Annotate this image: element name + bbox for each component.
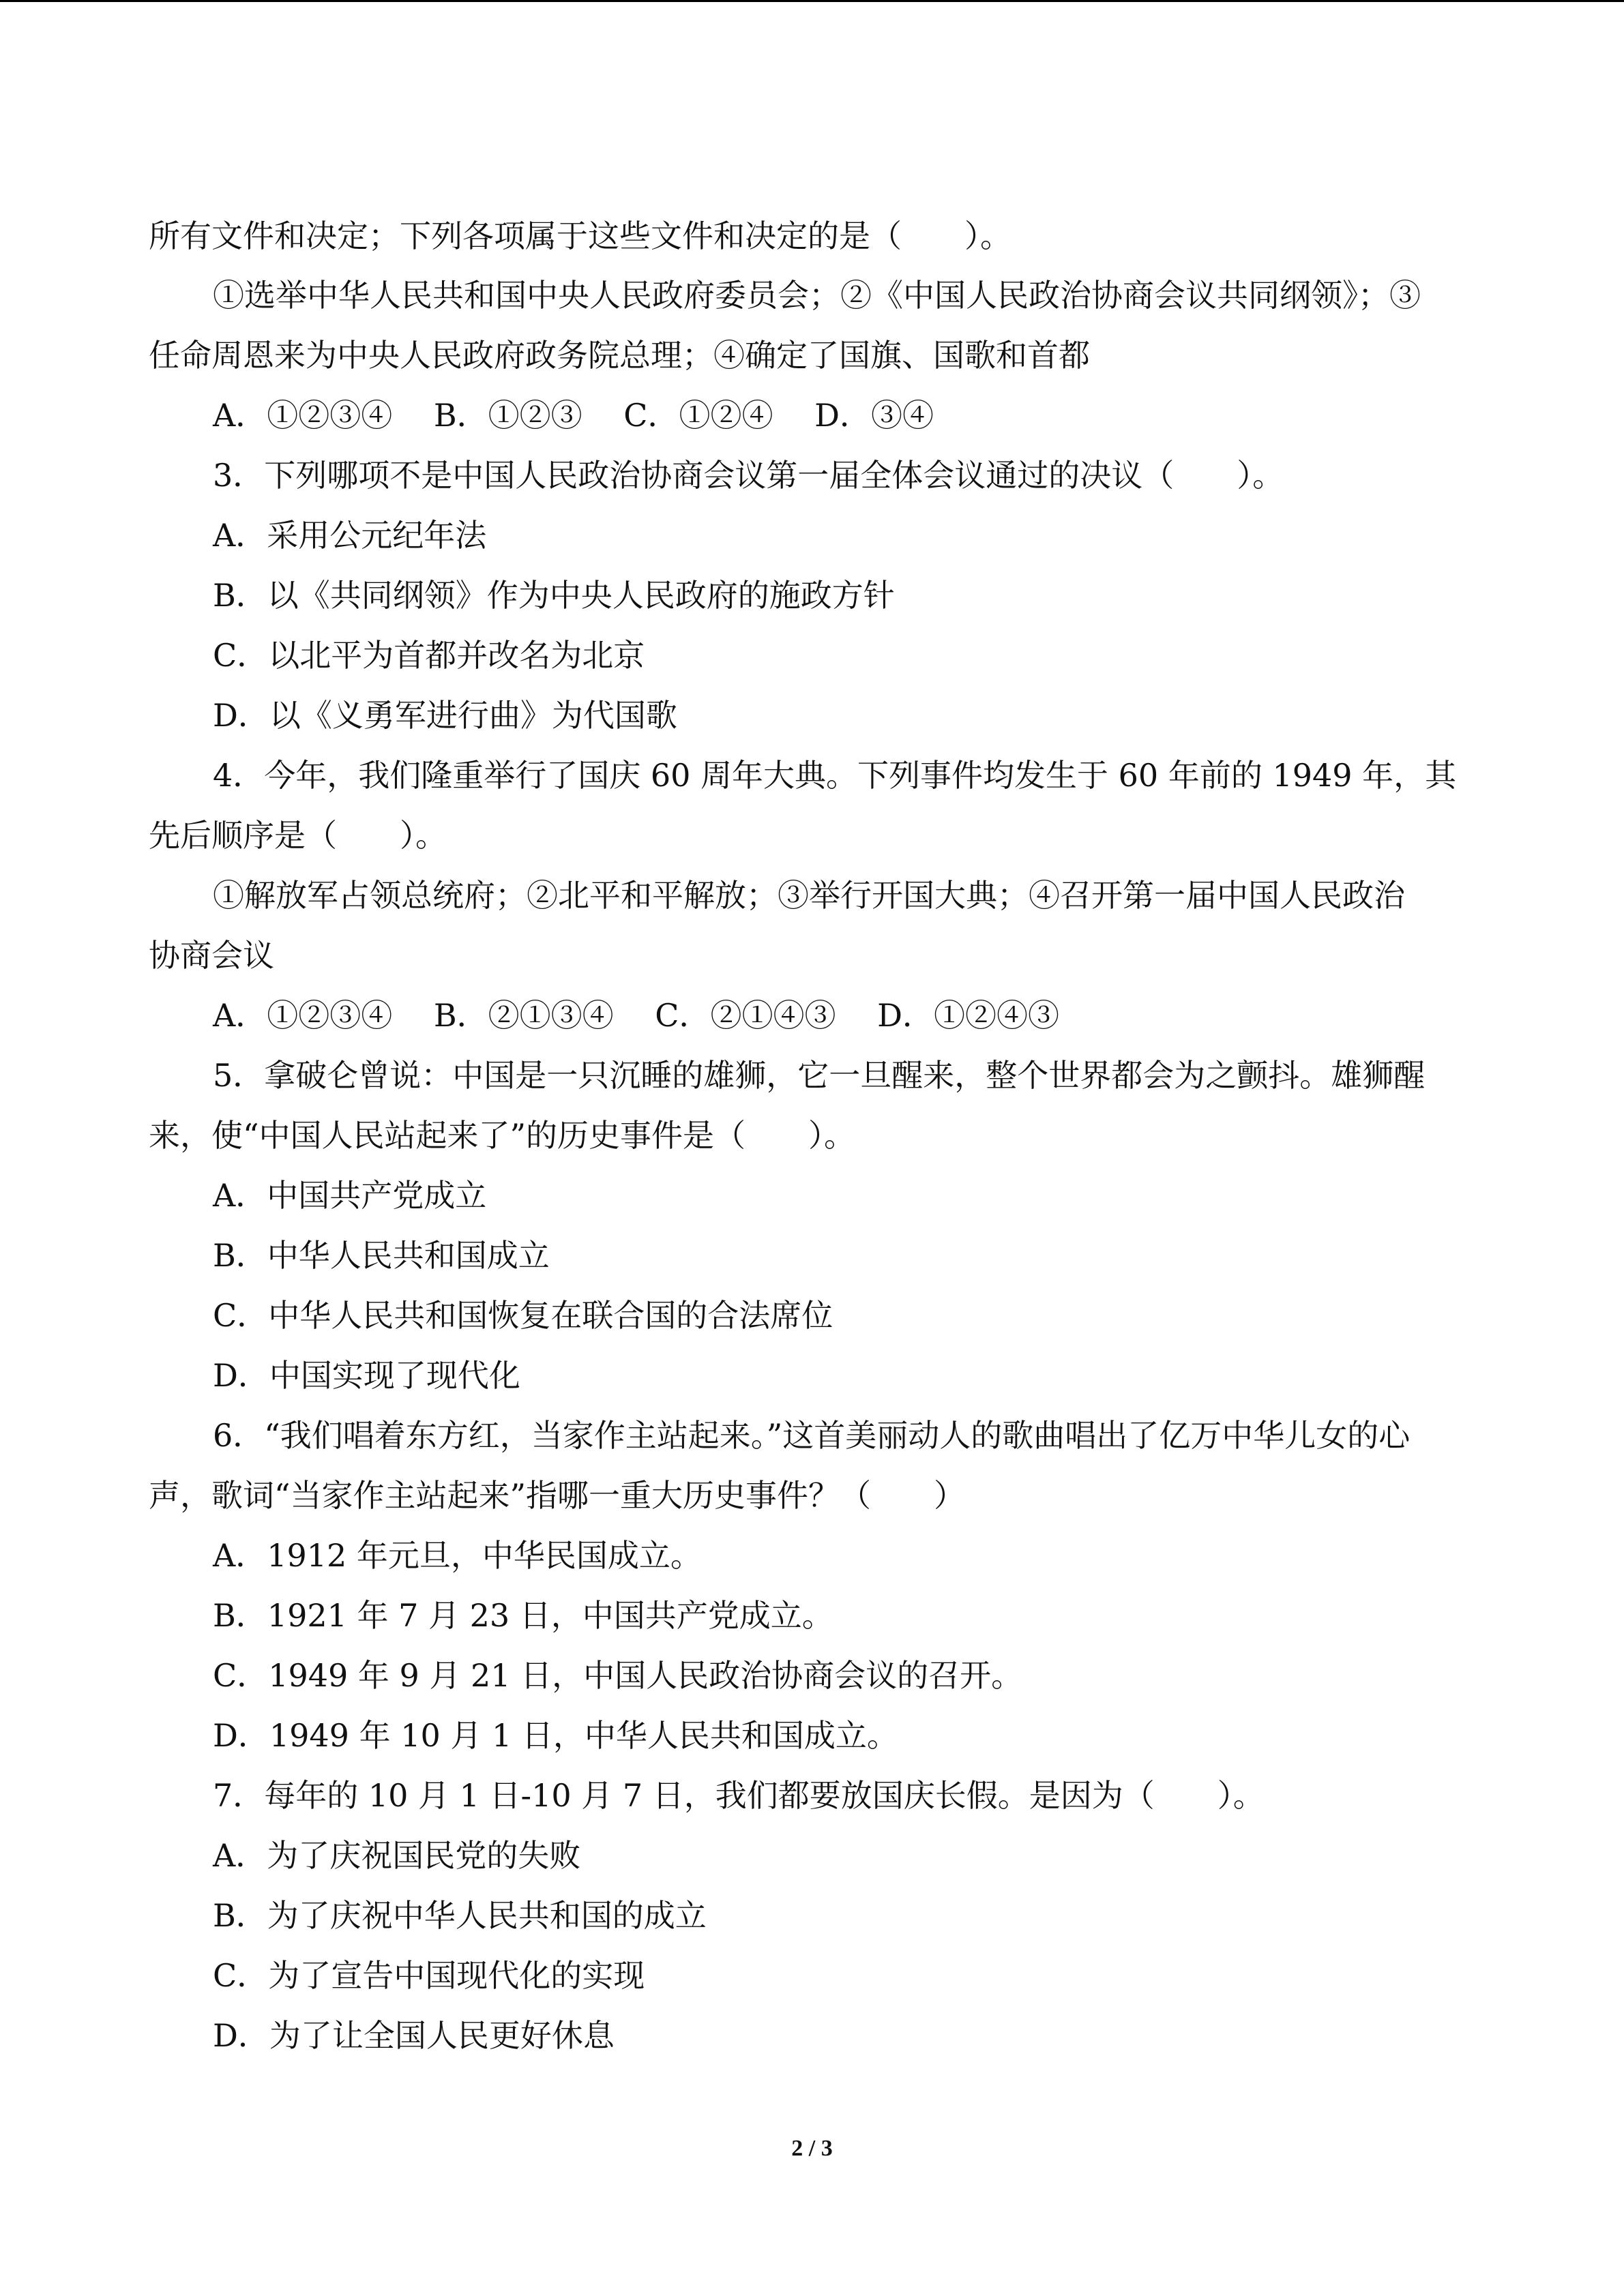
answer-option: C．以北平为首都并改名为北京: [213, 637, 645, 674]
question-text: 6．“我们唱着东方红，当家作主站起来。”这首美丽动人的歌曲唱出了亿万中华儿女的心: [213, 1417, 1411, 1454]
answer-option: B．中华人民共和国成立: [213, 1237, 550, 1274]
answer-option: A．采用公元纪年法: [213, 517, 487, 554]
answer-option: C．1949 年 9 月 21 日，中国人民政治协商会议的召开。: [213, 1657, 1023, 1694]
text-line: ①选举中华人民共和国中央人民政府委员会；②《中国人民政治协商会议共同纲领》；③: [213, 277, 1421, 314]
question-text: 7．每年的 10 月 1 日-10 月 7 日，我们都要放国庆长假。是因为（ ）。: [213, 1777, 1265, 1814]
answer-option: D．为了让全国人民更好休息: [213, 2017, 615, 2054]
text-line: ①解放军占领总统府；②北平和平解放；③举行开国大典；④召开第一届中国人民政治: [213, 877, 1405, 914]
answer-option: D．1949 年 10 月 1 日，中华人民共和国成立。: [213, 1717, 898, 1754]
text-line: 协商会议: [149, 937, 274, 974]
answer-option: A．为了庆祝国民党的失败: [213, 1837, 581, 1874]
answer-option: B．1921 年 7 月 23 日，中国共产党成立。: [213, 1597, 833, 1634]
question-text: 5．拿破仑曾说：中国是一只沉睡的雄狮，它一旦醒来，整个世界都会为之颤抖。雄狮醒: [213, 1057, 1426, 1094]
answer-option: D．中国实现了现代化: [213, 1357, 520, 1394]
question-text: 3．下列哪项不是中国人民政治协商会议第一届全体会议通过的决议（ ）。: [213, 457, 1284, 494]
question-text: 4．今年，我们隆重举行了国庆 60 周年大典。下列事件均发生于 60 年前的 1949 年，其: [213, 757, 1457, 794]
question-text: 先后顺序是（ ）。: [149, 817, 447, 854]
answer-option: A．1912 年元旦，中华民国成立。: [213, 1537, 702, 1574]
answer-option: C．为了宣告中国现代化的实现: [213, 1957, 645, 1994]
question-text: 声，歌词“当家作主站起来”指哪一重大历史事件？（ ）: [149, 1477, 966, 1514]
answer-options: A．①②③④ B．①②③ C．①②④ D．③④: [213, 397, 934, 434]
answer-option: D．以《义勇军进行曲》为代国歌: [213, 697, 677, 734]
answer-option: C．中华人民共和国恢复在联合国的合法席位: [213, 1297, 833, 1334]
answer-option: B．为了庆祝中华人民共和国的成立: [213, 1897, 707, 1934]
page-top-border: [0, 0, 1624, 2]
answer-option: B．以《共同纲领》作为中央人民政府的施政方针: [213, 577, 895, 614]
question-text: 来，使“中国人民站起来了”的历史事件是（ ）。: [149, 1117, 856, 1154]
text-line: 任命周恩来为中央人民政府政务院总理；④确定了国旗、国歌和首都: [149, 337, 1090, 374]
answer-options: A．①②③④ B．②①③④ C．②①④③ D．①②④③: [213, 997, 1059, 1034]
answer-option: A．中国共产党成立: [213, 1177, 487, 1214]
text-line: 所有文件和决定；下列各项属于这些文件和决定的是（ ）。: [149, 218, 1012, 254]
page-number: 2 / 3: [791, 2136, 833, 2161]
